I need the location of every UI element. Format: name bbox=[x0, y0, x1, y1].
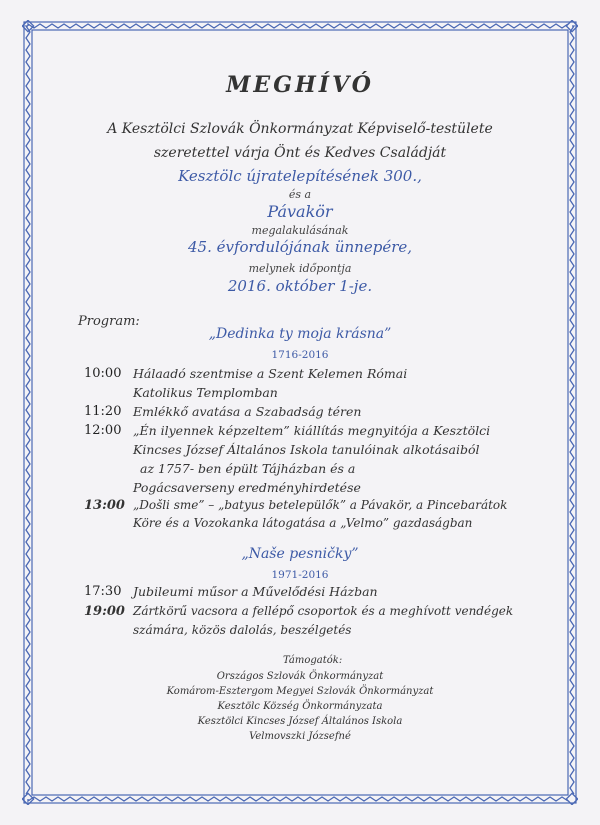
event-line-1: Kesztölc újratelepítésének 300., bbox=[178, 167, 422, 185]
and-line: és a bbox=[288, 188, 312, 201]
schedule-text: az 1757- ben épült Tájházban és a bbox=[140, 461, 356, 476]
founding-line: megalakulásának bbox=[251, 224, 349, 237]
schedule-time: 17:30 bbox=[84, 584, 122, 599]
sponsor-item: Kesztölci Kincses József Általános Iskola bbox=[197, 716, 403, 727]
section2-years: 1971-2016 bbox=[271, 569, 329, 581]
schedule-text: „Én ilyennek képzeltem” kiállítás megnyitója a Kesztölci bbox=[133, 423, 491, 438]
pavakor-line: Pávakör bbox=[267, 202, 333, 221]
page-title: MEGHÍVÓ bbox=[226, 72, 374, 98]
section1-title: „Dedinka ty moja krásna” bbox=[208, 326, 392, 342]
schedule-time: 19:00 bbox=[84, 604, 125, 619]
intro-line-2: szeretettel várja Önt és Kedves Családját bbox=[153, 145, 447, 161]
sponsors-label: Támogatók: bbox=[283, 655, 343, 666]
schedule-text: „Došli sme” – „batyus betelepülők” a Pávakör, a Pincebarátok bbox=[133, 498, 508, 512]
schedule-text: Hálaadó szentmise a Szent Kelemen Római bbox=[133, 366, 408, 381]
schedule-time: 11:20 bbox=[84, 404, 122, 419]
schedule-text: Kincses József Általános Iskola tanulóinak alkotásaiból bbox=[133, 442, 480, 457]
section2-title: „Naše pesničky” bbox=[241, 546, 359, 562]
intro-line-1: A Kesztölci Szlovák Önkormányzat Képviselő-testülete bbox=[107, 121, 493, 137]
date-intro-line: melynek időpontja bbox=[248, 262, 352, 275]
schedule-text: Jubileumi műsor a Művelődési Házban bbox=[133, 584, 378, 599]
schedule-time: 12:00 bbox=[84, 423, 122, 438]
schedule-time: 13:00 bbox=[84, 498, 125, 513]
schedule-text: számára, közös dalolás, beszélgetés bbox=[133, 623, 352, 637]
anniversary-line: 45. évfordulójának ünnepére, bbox=[187, 238, 413, 256]
section1-years: 1716-2016 bbox=[271, 349, 329, 361]
event-date: 2016. október 1-je. bbox=[227, 277, 373, 295]
schedule-time: 10:00 bbox=[84, 366, 122, 381]
sponsor-item: Komárom-Esztergom Megyei Szlovák Önkormányzat bbox=[166, 686, 434, 697]
schedule-text: Zártkörű vacsora a fellépő csoportok és a meghívott vendégek bbox=[133, 604, 514, 618]
schedule-text: Pogácsaverseny eredményhirdetése bbox=[133, 480, 361, 495]
schedule-text: Katolikus Templomban bbox=[133, 385, 278, 400]
sponsor-item: Országos Szlovák Önkormányzat bbox=[216, 671, 384, 682]
sponsor-item: Kesztölc Község Önkormányzata bbox=[217, 701, 383, 712]
schedule-text: Emlékkő avatása a Szabadság téren bbox=[133, 404, 362, 419]
schedule-text: Köre és a Vozokanka látogatása a „Velmo” gazdaságban bbox=[133, 516, 473, 530]
program-label: Program: bbox=[78, 314, 140, 329]
sponsor-item: Velmovszki Józsefné bbox=[249, 731, 351, 742]
